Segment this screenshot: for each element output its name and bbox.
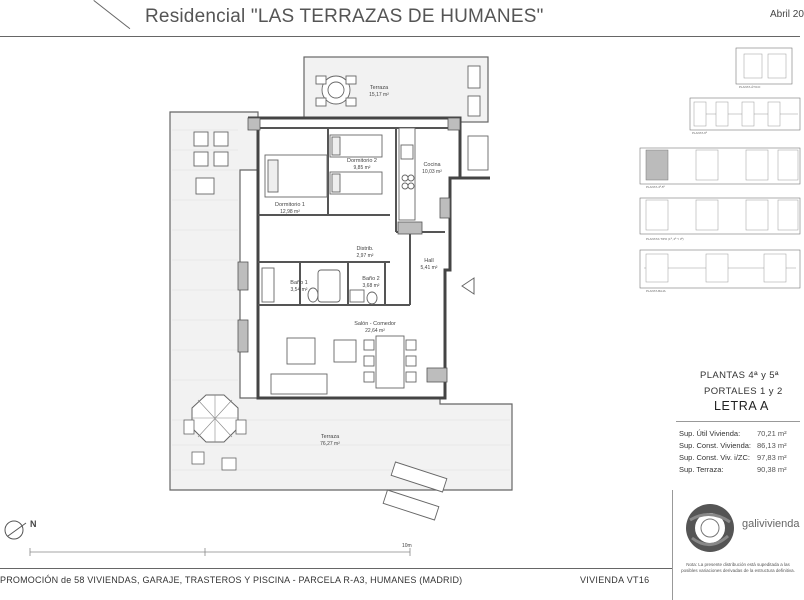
- room-area-hall: 5,41 m²: [420, 265, 438, 271]
- compass-icon: [5, 519, 37, 539]
- portales-label: PORTALES 1 y 2: [704, 386, 783, 397]
- thumb-label-baja: PLANTA BAJA: [646, 289, 666, 293]
- room-label-terraza-top: Terraza: [369, 85, 389, 91]
- thumb-label-tipo: PLANTAS TIPO (1ª, 2ª Y 3ª): [646, 237, 684, 241]
- floor-thumbnails: [636, 44, 800, 296]
- room-label-hall: Hall: [424, 258, 434, 264]
- thumb-label-atico: PLANTA ÁTICO: [739, 85, 761, 89]
- disclaimer-text: Nota: La presente distribución está supeditada a las posibles variaciones derivadas de la estructura definitiva.: [681, 562, 795, 573]
- surface-row: [679, 465, 787, 474]
- scale-mark: 10m: [402, 543, 412, 549]
- room-label-dormitorio1: Dormitorio 1: [275, 202, 305, 208]
- logo-text: galivivienda: [742, 518, 800, 530]
- vivienda-label: VIVIENDA VT16: [580, 575, 650, 585]
- surface-value: 90,38 m²: [757, 465, 787, 474]
- footer-divider: [672, 490, 673, 600]
- thumb-label-6: PLANTA 6ª: [692, 131, 707, 135]
- info-divider: [676, 421, 800, 422]
- room-area-dormitorio1: 12,98 m²: [280, 209, 300, 215]
- room-area-bano2: 3,68 m²: [362, 283, 380, 289]
- surface-label: Sup. Terraza:: [679, 465, 724, 474]
- page-title: Residencial "LAS TERRAZAS DE HUMANES": [145, 6, 544, 27]
- room-area-salon: 22,64 m²: [365, 328, 385, 334]
- compass-north-label: N: [30, 519, 37, 529]
- surface-value: 97,83 m²: [757, 453, 787, 462]
- surface-label: Sup. Útil Vivienda:: [679, 429, 741, 438]
- promotion-label: PROMOCIÓN de 58 VIVIENDAS, GARAJE, TRASTEROS Y PISCINA - PARCELA R-A3, HUMANES (MADRID): [0, 575, 463, 585]
- thumb-atico: [736, 48, 792, 89]
- date-label: Abril 20: [770, 9, 804, 20]
- appliance: [468, 136, 488, 170]
- room-label-dormitorio2: Dormitorio 2: [347, 158, 377, 164]
- thumb-4-5: [640, 148, 800, 189]
- kitchen-counter: [399, 128, 415, 220]
- room-label-salon: Salón - Comedor: [354, 321, 396, 327]
- entry-arrow-icon: [462, 278, 474, 294]
- floor-plan: [0, 40, 640, 565]
- thumb-6: [690, 98, 800, 135]
- thumb-baja: [640, 250, 800, 293]
- surface-label: Sup. Const. Vivienda:: [679, 441, 751, 450]
- thumb-tipo: [640, 198, 800, 241]
- room-area-cocina: 10,03 m²: [422, 169, 442, 175]
- surface-row: [679, 453, 787, 462]
- header-rule-slant: [93, 0, 130, 29]
- room-label-terraza-main: Terraza: [320, 434, 340, 440]
- thumb-label-4-5: PLANTA 4ª-5ª: [646, 185, 665, 189]
- surface-row: [679, 429, 787, 438]
- room-label-cocina: Cocina: [423, 162, 441, 168]
- room-area-bano1: 3,54 m²: [290, 287, 308, 293]
- scale-bar: [30, 543, 412, 556]
- room-label-distrib: Distrib.: [356, 246, 374, 252]
- letra-label: LETRA A: [714, 399, 769, 413]
- room-area-dormitorio2: 9,85 m²: [353, 165, 371, 171]
- header-rule: [0, 36, 800, 37]
- surface-row: [679, 441, 787, 450]
- room-area-distrib: 2,97 m²: [356, 253, 374, 259]
- room-area-terraza-main: 76,27 m²: [320, 441, 340, 447]
- surface-label: Sup. Const. Viv. i/ZC:: [679, 453, 750, 462]
- surface-value: 86,13 m²: [757, 441, 787, 450]
- plantas-label: PLANTAS 4ª y 5ª: [700, 370, 779, 381]
- footer-rule: [0, 568, 672, 569]
- surface-value: 70,21 m²: [757, 429, 787, 438]
- room-label-bano2: Baño 2: [362, 276, 380, 282]
- room-area-terraza-top: 15,17 m²: [369, 92, 389, 98]
- room-label-bano1: Baño 1: [290, 280, 308, 286]
- galivivienda-logo: [680, 498, 740, 558]
